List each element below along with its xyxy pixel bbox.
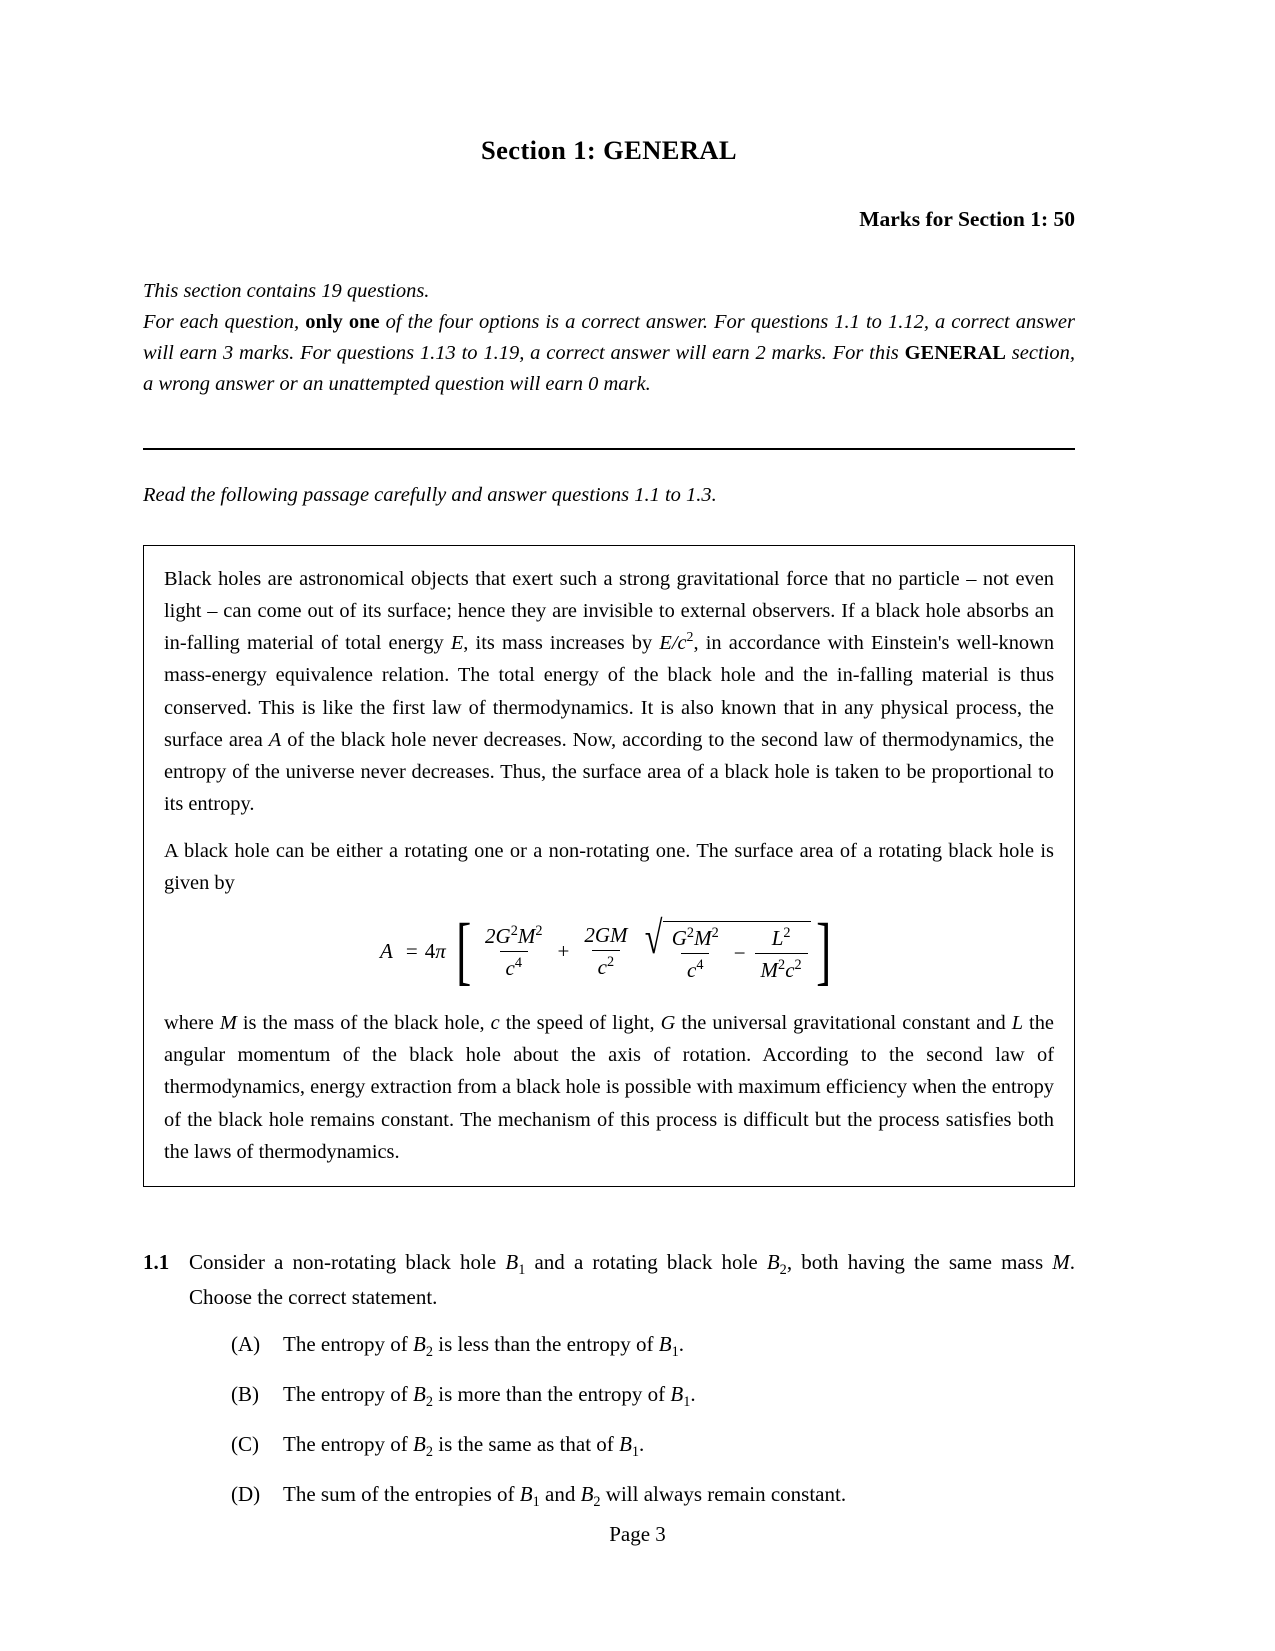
passage-p3-text-d: the universal gravitational constant and	[675, 1011, 1012, 1034]
q-text-b: and a rotating black hole	[525, 1250, 767, 1275]
opt-a-part1: The entropy of	[283, 1332, 414, 1357]
opt-d-var2: B	[580, 1481, 594, 1506]
instruction-text-part-2: of the four options is a correct answer. For questions 1.1 to 1.12, a correct answer will earn 3 marks. For questions 1.13 to 1.19, a correct answer will earn 2 marks. For this	[143, 311, 1075, 365]
passage-p3-text-b: is the mass of the black hole,	[236, 1011, 491, 1034]
passage-var-G: G	[660, 1011, 676, 1034]
t1-G: G	[495, 923, 511, 948]
option-a[interactable]	[231, 1329, 1075, 1363]
r2-c: c	[785, 957, 795, 982]
passage-p1-text-c: , in accordance with Einstein's well-known mass-energy equivalence relation. The total energy of the black hole and the in-falling material is thus conserved. This is like the first law of thermodynamics. It is also known that in any physical process, the surface area	[164, 632, 1055, 751]
r2-M-exp: 2	[778, 956, 786, 973]
passage-p3-text-a: where	[164, 1011, 220, 1034]
q-sub-2: 2	[779, 1262, 787, 1279]
opt-a-part2: is less than the entropy of	[433, 1332, 659, 1357]
surface-area-formula	[164, 909, 1054, 994]
r2-L: L	[771, 925, 784, 950]
r1-G: G	[671, 925, 687, 950]
marks-for-section: Marks for Section 1: 50	[859, 207, 1075, 231]
right-bracket-icon: ]	[815, 909, 831, 994]
formula-term-2	[578, 923, 633, 980]
opt-c-part3: .	[639, 1432, 645, 1457]
passage-paragraph-1	[164, 563, 1054, 821]
q-text-c: , both having the same mass	[786, 1250, 1053, 1275]
t1-c-exp: 4	[514, 954, 522, 971]
left-bracket-icon: [	[455, 909, 471, 994]
opt-a-var2: B	[658, 1332, 672, 1357]
formula-pi: π	[435, 939, 446, 964]
opt-c-part2: is the same as that of	[433, 1432, 620, 1457]
t1-coef: 2	[485, 923, 496, 948]
opt-d-part3: will always remain constant.	[600, 1481, 847, 1506]
opt-c-part1: The entropy of	[283, 1432, 414, 1457]
passage-exp-2: 2	[686, 630, 694, 646]
passage-p1-text-a: Black holes are astronomical objects that exert such a strong gravitational force that no particle – not even light – can come out of its surface; hence they are invisible to external observers. If a black hole absorbs an in-falling material of total energy	[164, 567, 1054, 655]
formula-bracket-group	[449, 909, 838, 994]
q-var-B1: B	[505, 1250, 519, 1275]
rad1-denominator	[681, 953, 709, 983]
opt-c-sub1: 2	[425, 1444, 434, 1461]
t1-M: M	[517, 923, 536, 948]
opt-d-part2: and	[539, 1481, 581, 1506]
passage-box	[143, 545, 1075, 1188]
option-b-label: (B)	[231, 1382, 259, 1407]
passage-paragraph-3	[164, 1007, 1054, 1168]
passage-var-M: M	[219, 1011, 237, 1034]
t1-c: c	[505, 955, 515, 980]
t2-coef: 2	[584, 923, 595, 948]
radicand	[663, 921, 811, 983]
r1-c-exp: 4	[696, 956, 704, 973]
passage-expr-E-over-c2: E/c	[659, 632, 687, 655]
instruction-text-part-3: section, a wrong answer or an unattempted question will earn 0 mark.	[143, 342, 1075, 396]
instruction-text-part-1: For each question,	[143, 311, 306, 334]
t2-G: G	[594, 923, 610, 948]
formula-lhs-A: A	[380, 939, 393, 964]
t1-M-exp: 2	[535, 922, 543, 939]
passage-var-c: c	[490, 1011, 500, 1034]
passage-var-L: L	[1011, 1011, 1024, 1034]
passage-p3-text-e: the angular momentum of the black hole about the axis of rotation. According to the second law of thermodynamics, energy extraction from a black hole is possible with maximum efficiency when the entropy of the black hole remains constant. The mechanism of this process is difficult but the process satisfies both the laws of thermodynamics.	[164, 1011, 1054, 1163]
radicand-term-1	[666, 925, 725, 983]
opt-c-var2: B	[619, 1432, 632, 1457]
r1-M-exp: 2	[711, 924, 719, 941]
page-footer: Page 3	[609, 1522, 666, 1546]
q-text-d: . Choose the correct statement.	[189, 1250, 1076, 1309]
r2-L-exp: 2	[783, 924, 791, 941]
option-c[interactable]	[231, 1429, 1075, 1463]
opt-b-var1: B	[413, 1382, 426, 1407]
t2-M: M	[610, 923, 628, 948]
question-number: 1.1	[143, 1250, 170, 1275]
option-d-text	[283, 1479, 1075, 1513]
t2-c: c	[597, 955, 607, 980]
section-instructions	[143, 276, 1075, 401]
term1-denominator	[500, 951, 528, 981]
t2-c-exp: 2	[607, 954, 615, 971]
passage-var-E: E	[450, 632, 464, 655]
r2-M: M	[760, 957, 779, 982]
opt-a-sub2: 1	[671, 1344, 679, 1361]
rad2-denominator	[755, 953, 808, 983]
r1-c: c	[686, 957, 697, 982]
r2-c-exp: 2	[794, 956, 802, 973]
formula-term-1	[479, 923, 548, 981]
r1-M: M	[694, 925, 712, 950]
opt-c-var1: B	[413, 1432, 426, 1457]
option-a-label: (A)	[231, 1332, 261, 1357]
instruction-bold-only-one: only one	[305, 311, 380, 334]
page-title: Section 1: GENERAL	[480, 135, 737, 165]
formula-coefficient-4: 4	[424, 939, 436, 964]
opt-b-part1: The entropy of	[283, 1382, 414, 1407]
option-b[interactable]	[231, 1379, 1075, 1413]
passage-p3-text-c: the speed of light,	[499, 1011, 661, 1034]
passage-var-A: A	[268, 728, 282, 751]
q-text-a: Consider a non-rotating black hole	[189, 1250, 506, 1275]
r1-G-exp: 2	[686, 924, 695, 941]
opt-b-sub1: 2	[425, 1394, 434, 1411]
opt-d-var1: B	[519, 1481, 533, 1506]
q-var-B2: B	[766, 1250, 780, 1275]
instruction-bold-general: GENERAL	[904, 342, 1006, 365]
radical-sign-icon: √	[644, 911, 662, 963]
question-1-1	[143, 1247, 1075, 1313]
opt-a-part3: .	[678, 1332, 684, 1357]
option-b-text	[283, 1379, 1075, 1413]
opt-a-var1: B	[413, 1332, 426, 1357]
opt-d-sub2: 2	[593, 1494, 601, 1511]
formula-minus-sign: −	[733, 941, 746, 966]
opt-b-var2: B	[670, 1382, 684, 1407]
term2-numerator	[578, 923, 633, 950]
page-content	[143, 0, 1075, 1529]
answer-options-list	[231, 1329, 1075, 1513]
term2-denominator	[592, 950, 620, 980]
opt-d-sub1: 1	[532, 1494, 540, 1511]
opt-d-part1: The sum of the entropies of	[283, 1481, 520, 1506]
t1-G-exp: 2	[510, 922, 518, 939]
rad2-numerator	[766, 925, 797, 953]
opt-b-sub2: 1	[683, 1394, 691, 1411]
rad1-numerator	[666, 925, 725, 953]
instruction-line-1: This section contains 19 questions.	[143, 280, 430, 302]
passage-paragraph-2: A black hole can be either a rotating one or a non-rotating one. The surface area of a rotating black hole is given by	[164, 839, 1054, 894]
horizontal-divider	[143, 448, 1075, 450]
read-passage-instruction: Read the following passage carefully and answer questions 1.1 to 1.3.	[143, 483, 717, 506]
passage-p1-text-d: of the black hole never decreases. Now, according to the second law of thermodynamics, the entropy of the universe never decreases. Thus, the surface area of a black hole is taken to be proportional to its entropy.	[164, 728, 1054, 816]
opt-c-sub2: 1	[631, 1444, 640, 1461]
option-d[interactable]	[231, 1479, 1075, 1513]
formula-square-root	[641, 911, 811, 983]
formula-equals: =	[405, 939, 418, 964]
formula-plus-sign: +	[557, 939, 570, 964]
option-c-text	[283, 1429, 1075, 1463]
term1-numerator	[479, 923, 548, 951]
radicand-term-2	[755, 925, 808, 983]
option-d-label: (D)	[231, 1481, 261, 1506]
opt-a-sub1: 2	[425, 1344, 434, 1361]
question-text	[189, 1247, 1075, 1313]
option-c-label: (C)	[231, 1432, 259, 1457]
q-sub-1: 1	[518, 1262, 526, 1279]
opt-b-part3: .	[690, 1382, 696, 1407]
passage-p1-text-b: , its mass increases by	[463, 632, 660, 655]
q-var-M: M	[1052, 1250, 1070, 1275]
opt-b-part2: is more than the entropy of	[433, 1382, 671, 1407]
option-a-text	[283, 1329, 1075, 1363]
